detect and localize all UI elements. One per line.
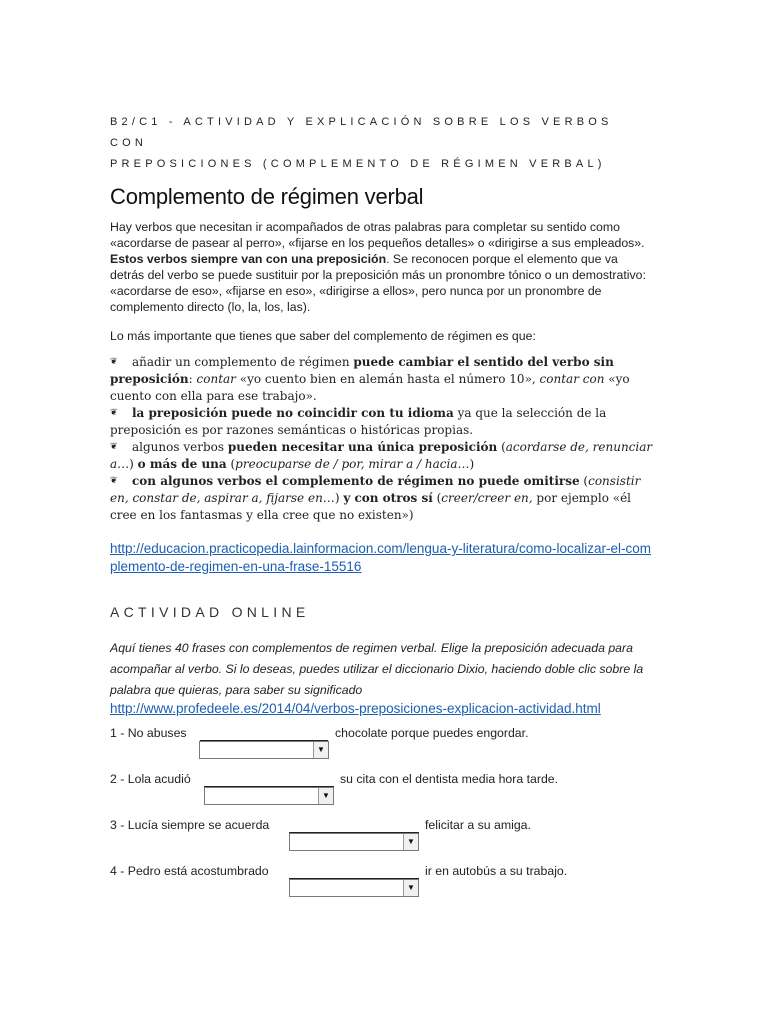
section-heading-activity: ACTIVIDAD ONLINE	[110, 604, 310, 620]
intro-text-1: Hay verbos que necesitan ir acompañados de otras palabras para completar su sentido como «acordarse de pasear al perro», «fijarse en los pequeños detalles» o «dirigirse a sus empleados».	[110, 220, 645, 250]
rule-item-4	[110, 473, 655, 524]
rule-3-text-i: )	[469, 457, 475, 471]
rule-4-text-h: por ejemplo «él cree en los fantasmas y ella cree que no existen»)	[110, 491, 632, 522]
rule-3-text-e: )	[129, 457, 138, 471]
fleuron-bullet-icon: ❦	[110, 442, 118, 452]
rule-3-text-g: (	[226, 457, 236, 471]
rule-1-text-a: añadir un complemento de régimen	[132, 355, 354, 369]
question-2	[110, 772, 655, 818]
activity-intro: Aquí tienes 40 frases con complementos de regimen verbal. Elige la preposición adecuada para acompañar al verbo. Si lo deseas, puedes utilizar el diccionario Dixio, haciendo doble clic sobre la palabra que quieras, para saber su significado	[110, 641, 644, 697]
rule-item-2	[110, 405, 655, 439]
rule-3-text-c: (	[497, 440, 506, 454]
intro-text-2: . Se reconocen porque el elemento que va detrás del verbo se puede sustituir por la preposición más un pronombre tónico o un demostrativo: «acordarse de eso», «fijarse en eso», «dirigirse a ellos», pero nunca por un pronombre de complemento directo (lo, la, los, las).	[110, 252, 646, 314]
rule-3-text-a: algunos verbos	[132, 440, 228, 454]
rule-3-italic-d: acordarse de, renunciar a…	[110, 440, 653, 471]
rule-4-text-b: (	[579, 474, 589, 488]
kicker-heading	[110, 112, 655, 175]
rule-2-text: ya que la selección de la preposición es por razones semánticas o históricas propias.	[110, 406, 607, 437]
question-4	[110, 864, 655, 910]
question-3	[110, 818, 655, 864]
page-title: Complemento de régimen verbal	[110, 184, 424, 209]
rule-3-italic-h: preocuparse de / por, mirar a / hacia…	[235, 457, 470, 471]
question-1	[110, 726, 655, 772]
intro-paragraph	[110, 219, 655, 315]
fleuron-bullet-icon: ❦	[110, 476, 118, 486]
question-4-suffix: ir en autobús a su trabajo.	[425, 864, 568, 878]
rule-4-italic-g: creer/creer en,	[441, 491, 533, 505]
question-1-preposition-select[interactable]	[199, 741, 329, 759]
kicker-line-2: PREPOSICIONES (COMPLEMENTO DE RÉGIMEN VERBAL)	[110, 158, 606, 170]
rule-4-italic-c: consistir en, constar de, aspirar a, fijarse en…	[110, 474, 641, 505]
question-2-suffix: su cita con el dentista media hora tarde.	[340, 772, 559, 786]
rule-item-3	[110, 439, 655, 473]
lead-paragraph: Lo más importante que tienes que saber del complemento de régimen es que:	[110, 329, 536, 343]
question-4-preposition-select[interactable]	[289, 879, 419, 897]
rule-1-text-e: «yo cuento bien en alemán hasta el número 10»,	[235, 372, 540, 386]
rule-3-bold-b: pueden necesitar una única preposición	[227, 440, 498, 454]
practicopedia-link[interactable]: http://educacion.practicopedia.lainformacion.com/lengua-y-literatura/como-localizar-el-complemento-de-regimen-en-una-frase-15516	[110, 541, 651, 574]
rule-1-bold: puede cambiar el sentido del verbo sin preposición	[110, 355, 614, 386]
question-1-prefix: 1 - No abuses	[110, 726, 187, 740]
question-3-suffix: felicitar a su amiga.	[425, 818, 531, 832]
chevron-down-icon[interactable]: ▼	[318, 788, 333, 804]
profedeele-link[interactable]: http://www.profedeele.es/2014/04/verbos-preposiciones-explicacion-actividad.html	[110, 701, 601, 716]
question-2-preposition-select[interactable]	[204, 787, 334, 805]
intro-bold: Estos verbos siempre van con una preposición	[110, 252, 387, 266]
kicker-line-1: B2/C1 - ACTIVIDAD Y EXPLICACIÓN SOBRE LOS VERBOS CON	[110, 116, 613, 149]
rule-item-1	[110, 354, 655, 405]
question-3-preposition-select[interactable]	[289, 833, 419, 851]
chevron-down-icon[interactable]: ▼	[403, 880, 418, 896]
chevron-down-icon[interactable]: ▼	[313, 742, 328, 758]
rule-2-bold: la preposición puede no coincidir con tu idioma	[132, 406, 454, 420]
rule-1-italic-f: contar con	[539, 372, 605, 386]
rule-4-text-f: (	[432, 491, 442, 505]
rule-3-bold-f: o más de una	[137, 457, 227, 471]
rules-list	[110, 354, 655, 524]
rule-1-text-c: :	[188, 372, 197, 386]
fleuron-bullet-icon: ❦	[110, 357, 118, 367]
fleuron-bullet-icon: ❦	[110, 408, 118, 418]
rule-4-text-d: )	[334, 491, 344, 505]
question-1-suffix: chocolate porque puedes engordar.	[335, 726, 529, 740]
rule-4-bold-e: y con otros sí	[343, 491, 433, 505]
question-2-prefix: 2 - Lola acudió	[110, 772, 191, 786]
document-page	[110, 112, 655, 910]
rule-4-bold-a: con algunos verbos el complemento de régimen no puede omitirse	[132, 474, 580, 488]
chevron-down-icon[interactable]: ▼	[403, 834, 418, 850]
rule-1-text-g: «yo cuento con ella para ese trabajo».	[110, 372, 630, 403]
rule-1-italic-d: contar	[196, 372, 236, 386]
question-4-prefix: 4 - Pedro está acostumbrado	[110, 864, 269, 878]
question-3-prefix: 3 - Lucía siempre se acuerda	[110, 818, 270, 832]
